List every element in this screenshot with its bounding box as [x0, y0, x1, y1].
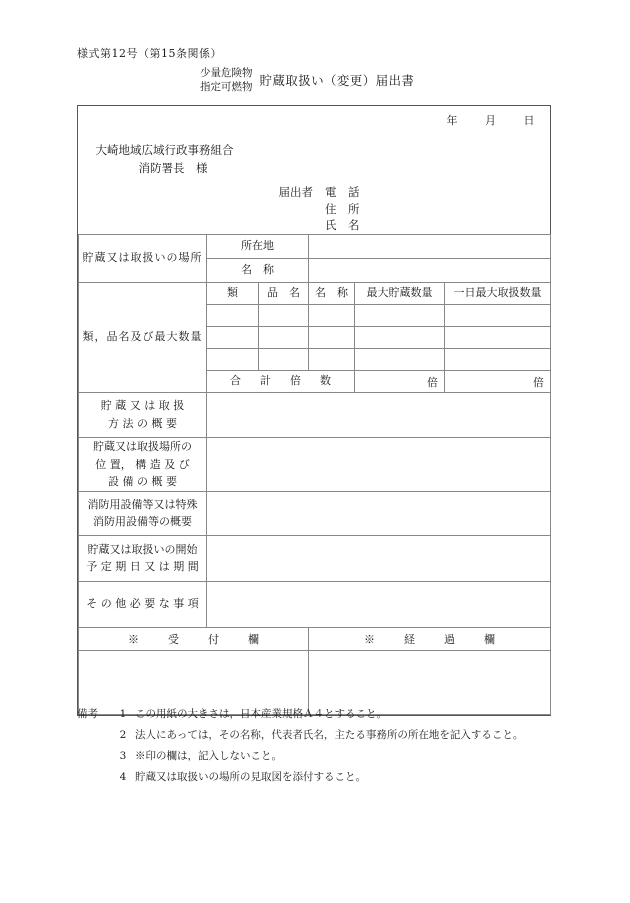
goods-section-label: 類，品名及び最大数量: [79, 283, 207, 393]
start-date-label-line-2: 予 定 期 日 又 は 期 間: [86, 560, 199, 574]
cell-product-name-2[interactable]: [309, 327, 355, 349]
cell-product-name-3[interactable]: [309, 349, 355, 371]
remark-item-3: [77, 750, 577, 763]
remark-text-2: 法人にあっては，その名称，代表者氏名，主たる事務所の所在地を記入すること。: [135, 729, 524, 742]
title-subject-stack: [200, 66, 253, 94]
remark-number-1: 1: [119, 708, 127, 720]
remark-item-4: [77, 771, 577, 784]
column-header-max-storage: 最大貯蔵数量: [355, 283, 445, 305]
total-storage-unit: 倍: [355, 371, 445, 393]
total-handling-unit: 倍: [445, 371, 551, 393]
facility-name-value[interactable]: [309, 259, 551, 283]
cell-max-daily-2[interactable]: [445, 327, 551, 349]
remarks-keyword: 備考: [77, 708, 98, 720]
date-month-label: 月: [485, 114, 496, 127]
cell-max-storage-3[interactable]: [355, 349, 445, 371]
other-matters-value[interactable]: [207, 581, 551, 627]
start-date-label-line-1: 貯蔵又は取扱いの開始: [87, 542, 198, 556]
location-label: 所在地: [207, 235, 309, 259]
applicant-address-label: 住 所: [325, 201, 360, 216]
remark-number-4: 4: [119, 771, 127, 784]
cell-max-storage-1[interactable]: [355, 305, 445, 327]
start-date-label: [79, 535, 207, 581]
structure-outline-label-line-1: 貯蔵又は取扱場所の: [93, 440, 192, 453]
fire-equipment-label: [79, 491, 207, 535]
cell-class-2[interactable]: [207, 327, 259, 349]
remark-text-3: ※印の欄は，記入しないこと。: [135, 750, 282, 763]
start-date-value[interactable]: [207, 535, 551, 581]
column-header-item-name: 品 名: [259, 283, 309, 305]
form-sheet: [77, 105, 551, 716]
cell-max-daily-1[interactable]: [445, 305, 551, 327]
cell-class-3[interactable]: [207, 349, 259, 371]
addressee-block: [96, 142, 234, 178]
column-header-max-daily-handling: 一日最大取扱数量: [445, 283, 551, 305]
cell-class-1[interactable]: [207, 305, 259, 327]
applicant-name-label: 氏 名: [325, 218, 360, 233]
remark-item-1: [77, 708, 577, 721]
document-title: [200, 66, 414, 94]
fire-equipment-label-line-1: 消防用設備等又は特殊: [87, 497, 198, 511]
receipt-column-header: ※ 受 付 欄: [79, 627, 309, 650]
addressee-title: 消防署長 様: [138, 160, 208, 175]
remarks-spacer-3: [77, 750, 111, 763]
receipt-column-value[interactable]: [79, 650, 309, 714]
remarks-spacer-4: [77, 771, 111, 784]
applicant-block: [279, 184, 360, 234]
title-subject-line-1: 少量危険物: [200, 67, 253, 79]
storage-method-label-line-1: 貯 蔵 又 は 取 扱: [100, 399, 185, 413]
applicant-field-list: [325, 184, 360, 234]
process-column-header: ※ 経 過 欄: [309, 627, 551, 650]
cell-item-name-1[interactable]: [259, 305, 309, 327]
facility-name-label: 名 称: [207, 259, 309, 283]
remark-item-2: [77, 729, 577, 742]
storage-method-label-line-2: 方 法 の 概 要: [108, 417, 177, 430]
other-matters-label-line-1: そ の 他 必 要 な 事 項: [86, 597, 199, 611]
cell-max-daily-3[interactable]: [445, 349, 551, 371]
cell-item-name-2[interactable]: [259, 327, 309, 349]
applicant-phone-label: 電 話: [325, 185, 360, 199]
remark-number-2: 2: [119, 729, 127, 742]
fire-equipment-value[interactable]: [207, 491, 551, 535]
remark-number-3: 3: [119, 750, 127, 763]
cell-item-name-3[interactable]: [259, 349, 309, 371]
form-number: 様式第12号（第15条関係）: [77, 47, 222, 60]
date-line: [447, 112, 535, 128]
letterhead-area: [79, 106, 551, 235]
column-header-product-name: 名 称: [309, 283, 355, 305]
other-matters-label: [79, 581, 207, 627]
structure-outline-value[interactable]: [207, 438, 551, 492]
cell-max-storage-2[interactable]: [355, 327, 445, 349]
storage-method-value[interactable]: [207, 393, 551, 438]
remarks-section: [77, 708, 577, 793]
addressee-organization: 大崎地域広域行政事務組合: [95, 143, 234, 157]
location-value[interactable]: [309, 235, 551, 259]
applicant-label: 届出者: [278, 185, 313, 199]
process-column-value[interactable]: [309, 650, 551, 714]
storage-place-label: 貯蔵又は取扱いの場所: [79, 235, 207, 283]
column-header-class: 類: [207, 283, 259, 305]
total-multiplier-label: 合 計 倍 数: [207, 371, 355, 393]
date-day-label: 日: [523, 114, 535, 127]
fire-equipment-label-line-2: 消防用設備等の概要: [93, 515, 192, 529]
remark-text-1: この用紙の大きさは，日本産業規格Ａ４とすること。: [135, 708, 387, 720]
remarks-spacer-2: [77, 729, 111, 742]
date-year-label: 年: [446, 114, 458, 127]
title-subject-line-2: 指定可燃物: [200, 81, 253, 94]
title-main-text: 貯蔵取扱い（変更）届出書: [259, 73, 415, 89]
structure-outline-label: [79, 438, 207, 492]
storage-method-label: [79, 393, 207, 438]
remark-text-4: 貯蔵又は取扱いの場所の見取図を添付すること。: [135, 771, 366, 784]
structure-outline-label-line-2: 位 置， 構 造 及 び: [95, 457, 190, 471]
structure-outline-label-line-3: 設 備 の 概 要: [108, 475, 177, 489]
cell-product-name-1[interactable]: [309, 305, 355, 327]
